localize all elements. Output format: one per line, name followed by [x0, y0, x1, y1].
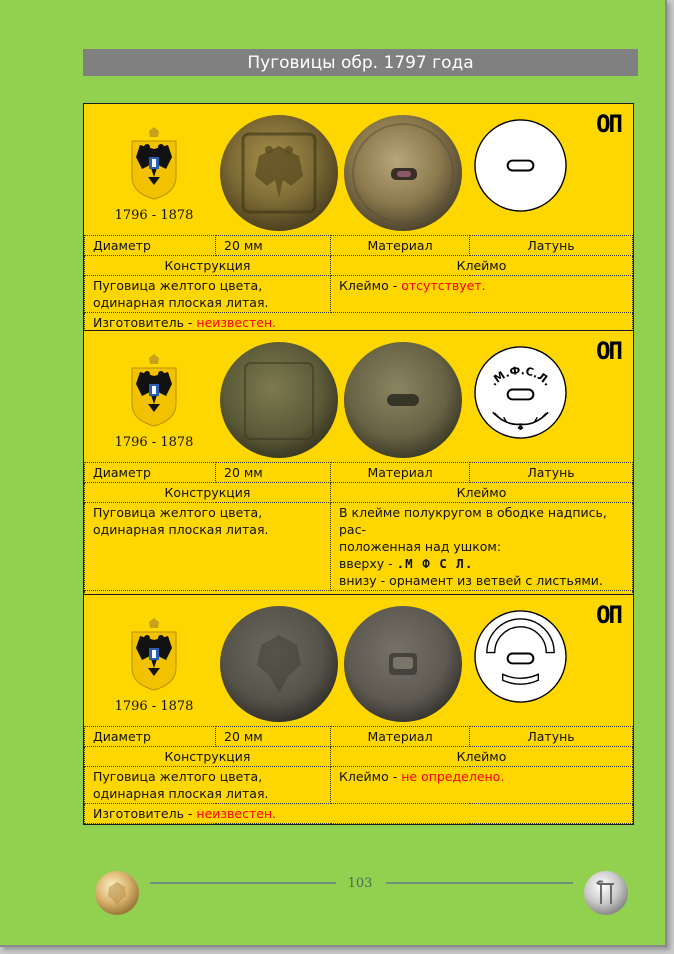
button-back-diagram	[473, 118, 568, 213]
diameter-label: Диаметр	[85, 463, 216, 483]
button-back-photo	[343, 605, 463, 723]
specs-table	[84, 235, 633, 333]
mark-line-top: вверху - .М Ф С Л.	[339, 556, 474, 571]
diagram-inscription: .М.Ф.С.Л.	[487, 363, 554, 389]
button-type-code: ОП	[596, 601, 621, 629]
diameter-value: 20 мм	[216, 727, 331, 747]
mark-text: Клеймо - не определено.	[331, 767, 633, 804]
years-label: 1796 - 1878	[114, 208, 194, 223]
footer-divider-left	[150, 882, 336, 884]
mark-top-inscription: .М Ф С Л.	[396, 556, 474, 571]
button-front-photo	[219, 114, 339, 232]
mark-value: отсутствует.	[401, 278, 486, 293]
button-back-diagram	[473, 609, 568, 704]
construction-text: Пуговица желтого цвета, одинарная плоская литая.	[85, 276, 331, 313]
diameter-value: 20 мм	[216, 236, 331, 256]
construction-text: Пуговица желтого цвета, одинарная плоская литая.	[85, 503, 331, 591]
button-type-code: ОП	[596, 110, 621, 138]
construction-text: Пуговица желтого цвета, одинарная плоская литая.	[85, 767, 331, 804]
mark-text	[331, 503, 633, 591]
button-back-photo	[343, 341, 463, 459]
diameter-label: Диаметр	[85, 727, 216, 747]
page-number: 103	[347, 876, 373, 891]
card-images	[84, 104, 633, 235]
button-front-photo	[219, 341, 339, 459]
coat-of-arms-icon	[130, 618, 178, 691]
specs-table	[84, 726, 633, 824]
mark-text: Клеймо - отсутствует.	[331, 276, 633, 313]
diameter-label: Диаметр	[85, 236, 216, 256]
mark-header: Клеймо	[331, 256, 633, 276]
button-type-code: ОП	[596, 337, 621, 365]
maker-row: Изготовитель - неизвестен.	[85, 313, 633, 333]
footer-gold-button-icon	[94, 870, 140, 916]
material-label: Материал	[331, 463, 470, 483]
maker-row: Изготовитель - неизвестен.	[85, 804, 633, 824]
button-card-2	[83, 330, 634, 612]
page-title: Пуговицы обр. 1797 года	[83, 49, 638, 76]
button-front-photo	[219, 605, 339, 723]
maker-value: неизвестен.	[196, 315, 277, 330]
mark-line: В клейме полукругом в ободке надпись, рас-	[339, 505, 607, 537]
specs-table	[84, 462, 633, 611]
construction-header: Конструкция	[85, 483, 331, 503]
material-value: Латунь	[470, 463, 633, 483]
maker-value: неизвестен.	[196, 806, 277, 821]
coat-of-arms-icon	[130, 354, 178, 427]
years-label: 1796 - 1878	[114, 699, 194, 714]
construction-header: Конструкция	[85, 747, 331, 767]
button-back-diagram	[473, 345, 568, 440]
card-images	[84, 331, 633, 462]
footer-divider-right	[386, 882, 573, 884]
material-value: Латунь	[470, 236, 633, 256]
diameter-value: 20 мм	[216, 463, 331, 483]
card-images	[84, 595, 633, 726]
button-card-3	[83, 594, 634, 825]
mark-line: положенная над ушком:	[339, 539, 502, 554]
material-label: Материал	[331, 236, 470, 256]
material-label: Материал	[331, 727, 470, 747]
years-label: 1796 - 1878	[114, 435, 194, 450]
footer-silver-button-icon	[583, 870, 629, 916]
construction-header: Конструкция	[85, 256, 331, 276]
material-value: Латунь	[470, 727, 633, 747]
button-back-photo	[343, 114, 463, 232]
mark-header: Клеймо	[331, 747, 633, 767]
mark-value: не определено.	[401, 769, 505, 784]
button-card-1	[83, 103, 634, 334]
coat-of-arms-icon	[130, 127, 178, 200]
mark-line-bottom: внизу - орнамент из ветвей с листьями.	[339, 573, 603, 588]
mark-header: Клеймо	[331, 483, 633, 503]
